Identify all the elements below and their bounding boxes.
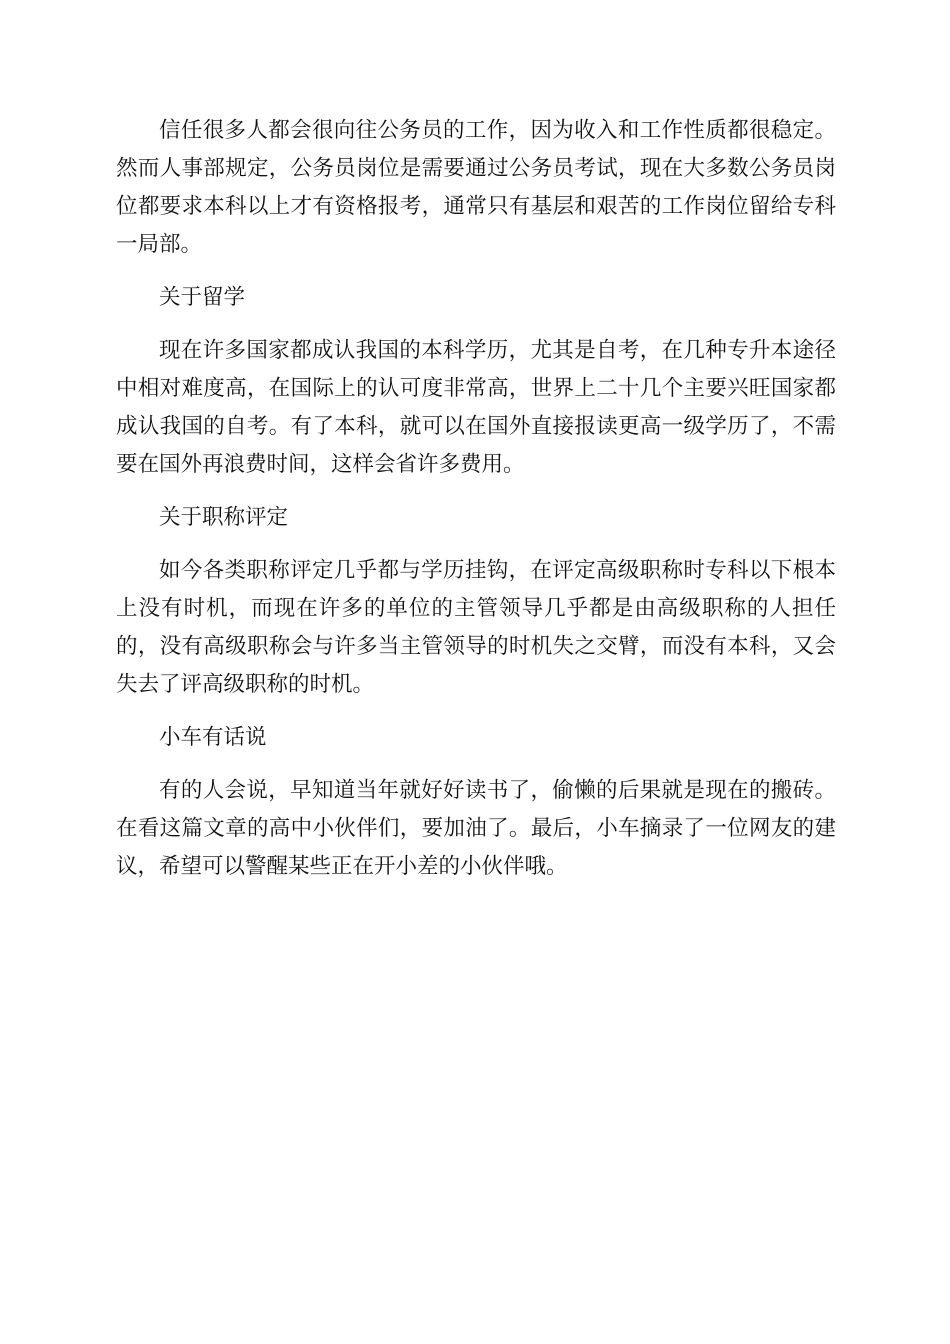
document-body: [116, 112, 836, 901]
heading-xiaoche-says: 小车有话说: [159, 725, 267, 750]
paragraph-title-evaluation: 如今各类职称评定几乎都与学历挂钩，在评定高级职称时专科以下根本上没有时机，而现在许多的单位的主管领导几乎都是由高级职称的人担任的，没有高级职称会与许多当主管领导的时机失之交臂，而没有本科，又会失去了评高级职称的时机。: [116, 558, 836, 697]
paragraph-civil-service: 信任很多人都会很向往公务员的工作，因为收入和工作性质都很稳定。然而人事部规定，公务员岗位是需要通过公务员考试，现在大多数公务员岗位都要求本科以上才有资格报考，通常只有基层和艰苦的工作岗位留给专科一局部。: [116, 118, 836, 257]
paragraph-xiaoche-says: 有的人会说，早知道当年就好好读书了，偷懒的后果就是现在的搬砖。在看这篇文章的高中小伙伴们，要加油了。最后，小车摘录了一位网友的建议，希望可以警醒某些正在开小差的小伙伴哦。: [116, 778, 836, 879]
paragraph-study-abroad: 现在许多国家都成认我国的本科学历，尤其是自考，在几种专升本途径中相对难度高，在国际上的认可度非常高，世界上二十几个主要兴旺国家都成认我国的自考。有了本科，就可以在国外直接报读更高一级学历了，不需要在国外再浪费时间，这样会省许多费用。: [116, 338, 836, 477]
heading-study-abroad: 关于留学: [159, 285, 246, 310]
heading-title-evaluation: 关于职称评定: [159, 505, 289, 530]
